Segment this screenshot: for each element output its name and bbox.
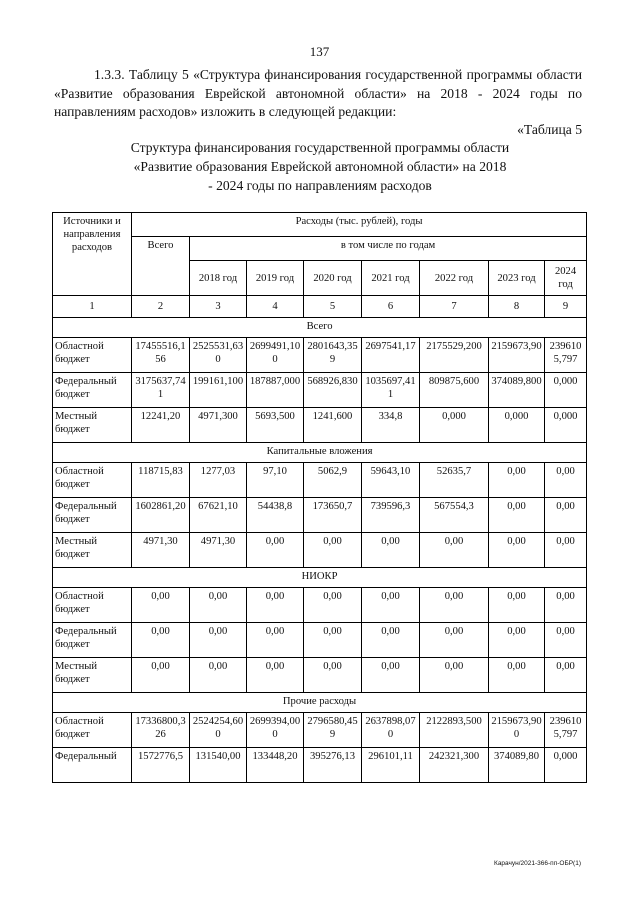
intro-text: 1.3.3. Таблицу 5 «Структура финансирования государственной программы области «Развитие образования Еврейской автономной области» на 2018 - 2024 годы по направлениям расходов» изложить в следующей редакции: bbox=[54, 67, 582, 119]
row-value: 0,00 bbox=[247, 658, 304, 693]
row-value: 0,00 bbox=[489, 588, 545, 623]
row-value: 2175529,200 bbox=[420, 338, 489, 373]
row-value: 0,00 bbox=[420, 658, 489, 693]
section-row bbox=[53, 318, 587, 338]
row-value: 2637898,070 bbox=[362, 713, 420, 748]
row-value: 0,00 bbox=[545, 498, 587, 533]
row-value: 567554,3 bbox=[420, 498, 489, 533]
header-year: 2023 год bbox=[489, 261, 545, 296]
row-source: Местный бюджет bbox=[53, 533, 132, 568]
row-value: 52635,7 bbox=[420, 463, 489, 498]
row-value: 0,00 bbox=[489, 623, 545, 658]
row-value: 0,00 bbox=[489, 498, 545, 533]
table-reference: «Таблица 5 bbox=[517, 122, 582, 137]
column-number: 9 bbox=[545, 296, 587, 318]
row-value: 374089,800 bbox=[489, 373, 545, 408]
row-value: 131540,00 bbox=[190, 748, 247, 783]
row-value: 2159673,900 bbox=[489, 713, 545, 748]
row-value: 1572776,5 bbox=[132, 748, 190, 783]
row-value: 0,00 bbox=[304, 623, 362, 658]
row-value: 97,10 bbox=[247, 463, 304, 498]
row-value: 0,00 bbox=[545, 588, 587, 623]
table-title: Структура финансирования государственной программы области «Развитие образования Еврейской автономной области» на 2018 - 2024 годы по направлениям расходов bbox=[130, 140, 510, 193]
column-number: 5 bbox=[304, 296, 362, 318]
row-value: 0,00 bbox=[190, 623, 247, 658]
table-row bbox=[53, 373, 587, 408]
table-row bbox=[53, 623, 587, 658]
section-title: НИОКР bbox=[53, 568, 587, 588]
column-number: 3 bbox=[190, 296, 247, 318]
row-value: 3175637,741 bbox=[132, 373, 190, 408]
row-value: 59643,10 bbox=[362, 463, 420, 498]
row-value: 0,00 bbox=[362, 533, 420, 568]
row-value: 0,00 bbox=[420, 533, 489, 568]
row-value: 0,00 bbox=[247, 533, 304, 568]
header-year: 2020 год bbox=[304, 261, 362, 296]
section-row bbox=[53, 568, 587, 588]
table-row bbox=[53, 658, 587, 693]
row-value: 2699491,100 bbox=[247, 338, 304, 373]
row-value: 395276,13 bbox=[304, 748, 362, 783]
row-value: 1241,600 bbox=[304, 408, 362, 443]
table-row bbox=[53, 748, 587, 783]
intro-paragraph bbox=[54, 66, 582, 122]
row-value: 2396105,797 bbox=[545, 713, 587, 748]
row-value: 0,00 bbox=[362, 658, 420, 693]
row-value: 199161,100 bbox=[190, 373, 247, 408]
row-value: 242321,300 bbox=[420, 748, 489, 783]
header-year: 2019 год bbox=[247, 261, 304, 296]
column-number: 8 bbox=[489, 296, 545, 318]
row-source: Областной бюджет bbox=[53, 588, 132, 623]
row-value: 0,00 bbox=[545, 463, 587, 498]
section-title: Прочие расходы bbox=[53, 693, 587, 713]
row-source: Местный бюджет bbox=[53, 408, 132, 443]
row-value: 54438,8 bbox=[247, 498, 304, 533]
header-total: Всего bbox=[132, 237, 190, 296]
row-value: 0,00 bbox=[132, 623, 190, 658]
row-value: 0,00 bbox=[420, 588, 489, 623]
row-value: 0,00 bbox=[190, 588, 247, 623]
row-value: 0,000 bbox=[420, 408, 489, 443]
section-row bbox=[53, 443, 587, 463]
row-value: 5062,9 bbox=[304, 463, 362, 498]
row-value: 2697541,17 bbox=[362, 338, 420, 373]
header-row-1 bbox=[53, 213, 587, 237]
header-year: 2024 год bbox=[545, 261, 587, 296]
header-year: 2021 год bbox=[362, 261, 420, 296]
row-value: 0,00 bbox=[304, 588, 362, 623]
row-value: 2122893,500 bbox=[420, 713, 489, 748]
row-value: 0,00 bbox=[362, 623, 420, 658]
row-value: 4971,30 bbox=[132, 533, 190, 568]
header-source: Источники и направления расходов bbox=[53, 213, 132, 296]
row-value: 5693,500 bbox=[247, 408, 304, 443]
row-value: 296101,11 bbox=[362, 748, 420, 783]
table-row bbox=[53, 338, 587, 373]
row-value: 0,00 bbox=[132, 658, 190, 693]
row-value: 2796580,459 bbox=[304, 713, 362, 748]
row-value: 0,000 bbox=[545, 748, 587, 783]
row-value: 0,00 bbox=[190, 658, 247, 693]
row-source: Областной бюджет bbox=[53, 713, 132, 748]
row-value: 17455516,156 bbox=[132, 338, 190, 373]
column-number: 1 bbox=[53, 296, 132, 318]
column-number: 4 bbox=[247, 296, 304, 318]
header-year: 2018 год bbox=[190, 261, 247, 296]
row-value: 0,00 bbox=[489, 463, 545, 498]
row-source: Федеральный bbox=[53, 748, 132, 783]
header-year: 2022 год bbox=[420, 261, 489, 296]
section-title: Всего bbox=[53, 318, 587, 338]
row-value: 334,8 bbox=[362, 408, 420, 443]
row-value: 0,00 bbox=[247, 623, 304, 658]
row-value: 2801643,359 bbox=[304, 338, 362, 373]
column-numbers-row bbox=[53, 296, 587, 318]
row-value: 0,00 bbox=[545, 533, 587, 568]
row-source: Федеральный бюджет bbox=[53, 623, 132, 658]
row-value: 0,00 bbox=[132, 588, 190, 623]
document-code: Карачун/2021-366-пп-ОБР(1) bbox=[494, 860, 581, 867]
row-value: 0,00 bbox=[489, 658, 545, 693]
row-value: 0,00 bbox=[304, 658, 362, 693]
row-value: 0,00 bbox=[304, 533, 362, 568]
financing-table bbox=[52, 212, 587, 783]
row-value: 67621,10 bbox=[190, 498, 247, 533]
row-value: 2524254,600 bbox=[190, 713, 247, 748]
header-row-2 bbox=[53, 237, 587, 261]
row-value: 568926,830 bbox=[304, 373, 362, 408]
row-value: 0,00 bbox=[247, 588, 304, 623]
row-value: 0,00 bbox=[545, 623, 587, 658]
table-row bbox=[53, 588, 587, 623]
table-row bbox=[53, 498, 587, 533]
row-value: 374089,80 bbox=[489, 748, 545, 783]
column-number: 2 bbox=[132, 296, 190, 318]
table-row bbox=[53, 463, 587, 498]
header-expenses: Расходы (тыс. рублей), годы bbox=[132, 213, 587, 237]
row-value: 12241,20 bbox=[132, 408, 190, 443]
row-value: 0,00 bbox=[489, 533, 545, 568]
row-value: 0,000 bbox=[489, 408, 545, 443]
row-source: Федеральный бюджет bbox=[53, 498, 132, 533]
table-row bbox=[53, 533, 587, 568]
row-source: Федеральный бюджет bbox=[53, 373, 132, 408]
row-value: 118715,83 bbox=[132, 463, 190, 498]
section-title: Капитальные вложения bbox=[53, 443, 587, 463]
row-value: 4971,300 bbox=[190, 408, 247, 443]
row-value: 809875,600 bbox=[420, 373, 489, 408]
row-value: 1602861,20 bbox=[132, 498, 190, 533]
row-value: 1035697,411 bbox=[362, 373, 420, 408]
row-value: 133448,20 bbox=[247, 748, 304, 783]
section-row bbox=[53, 693, 587, 713]
column-number: 7 bbox=[420, 296, 489, 318]
row-value: 0,000 bbox=[545, 408, 587, 443]
column-number: 6 bbox=[362, 296, 420, 318]
row-value: 173650,7 bbox=[304, 498, 362, 533]
table-row bbox=[53, 713, 587, 748]
row-value: 4971,30 bbox=[190, 533, 247, 568]
row-source: Областной бюджет bbox=[53, 463, 132, 498]
row-value: 0,00 bbox=[545, 658, 587, 693]
row-value: 17336800,326 bbox=[132, 713, 190, 748]
row-value: 1277,03 bbox=[190, 463, 247, 498]
row-value: 187887,000 bbox=[247, 373, 304, 408]
row-value: 2699394,000 bbox=[247, 713, 304, 748]
row-value: 0,00 bbox=[362, 588, 420, 623]
row-value: 0,000 bbox=[545, 373, 587, 408]
page-number: 137 bbox=[309, 44, 330, 59]
row-source: Областной бюджет bbox=[53, 338, 132, 373]
table-row bbox=[53, 408, 587, 443]
row-value: 2396105,797 bbox=[545, 338, 587, 373]
row-value: 739596,3 bbox=[362, 498, 420, 533]
row-value: 2525531,630 bbox=[190, 338, 247, 373]
row-value: 0,00 bbox=[420, 623, 489, 658]
row-value: 2159673,90 bbox=[489, 338, 545, 373]
header-by-years: в том числе по годам bbox=[190, 237, 587, 261]
row-source: Местный бюджет bbox=[53, 658, 132, 693]
